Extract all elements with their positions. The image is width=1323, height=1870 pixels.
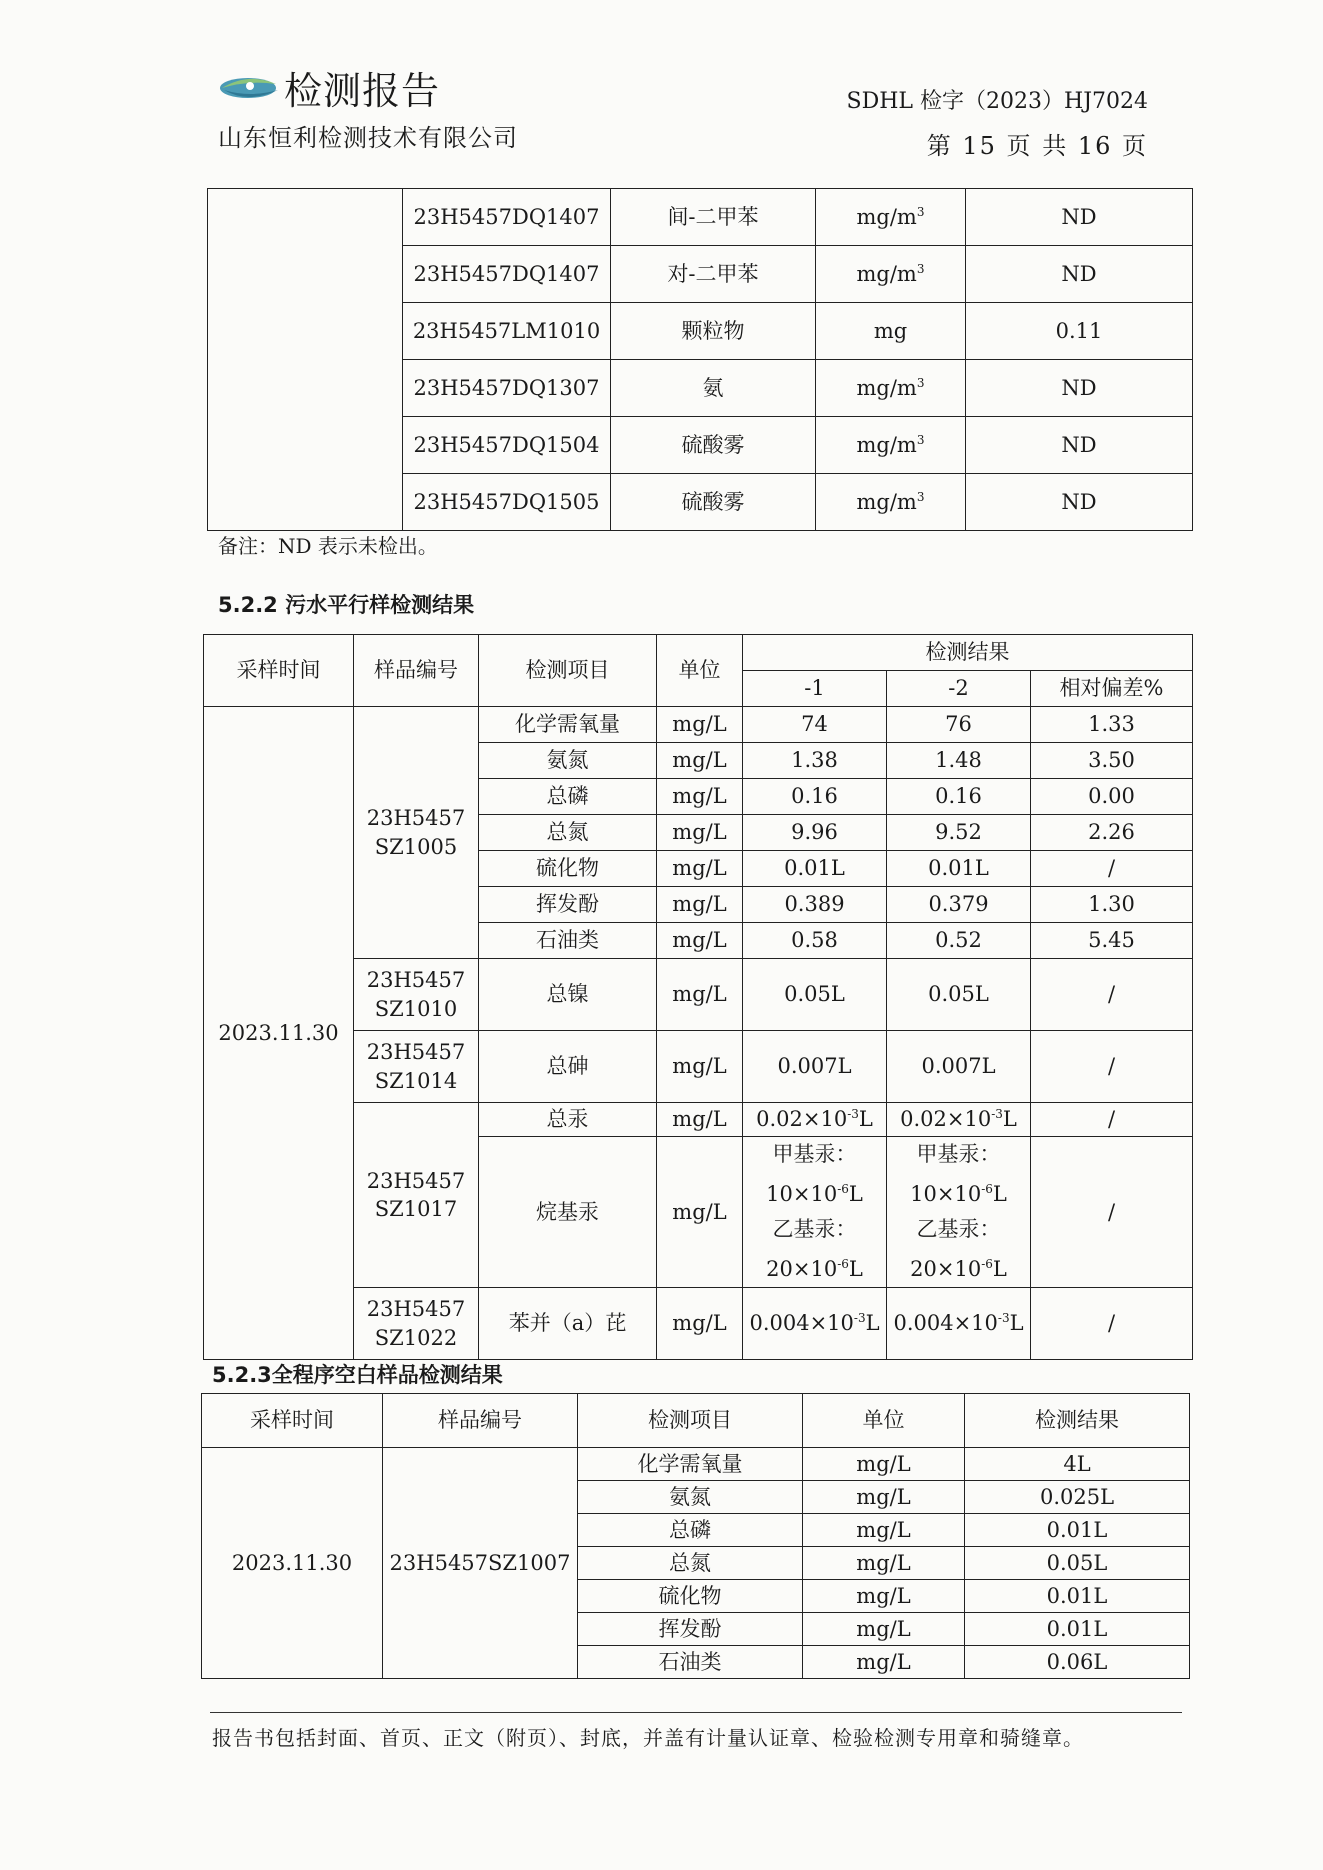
company-name: 山东恒利检测技术有限公司 [218,124,518,152]
test-item-cell: 石油类 [479,923,657,959]
unit-cell: $mg/m^3$ [816,474,966,531]
header-r2: -2 [887,671,1031,707]
unit-cell: mg/L [657,707,743,743]
result1-cell: 1.38 [743,743,887,779]
header-row [202,1394,1190,1448]
deviation-cell: / [1031,1288,1193,1360]
unit-cell: mg/L [657,743,743,779]
unit-cell: mg/L [657,1288,743,1360]
report-number: SDHL 检字（2023）HJ7024 [846,89,1148,114]
deviation-cell: / [1031,1137,1193,1288]
sample-id-cell: 23H5457DQ1505 [403,474,611,531]
test-item-cell: 石油类 [578,1646,803,1679]
result2-cell: 甲基汞： $10\times 10^{-6}L$ 乙基汞： $20\times 10^{-6}L$ [887,1137,1031,1288]
unit-cell: mg/L [657,815,743,851]
test-item-cell: 挥发酚 [578,1613,803,1646]
parallel-sample-results-table [203,634,1193,1360]
deviation-cell: / [1031,959,1193,1031]
test-item-cell: 总砷 [479,1031,657,1103]
unit-cell: mg/L [657,779,743,815]
deviation-cell: / [1031,1031,1193,1103]
result2-cell: 0.007L [887,1031,1031,1103]
test-item-cell: 苯并（a）芘 [479,1288,657,1360]
test-item-cell: 挥发酚 [479,887,657,923]
unit-cell: $mg/m^3$ [816,189,966,246]
unit-cell: mg/L [803,1448,965,1481]
header-sample: 样品编号 [354,635,479,707]
result2-cell: 9.52 [887,815,1031,851]
header-time: 采样时间 [202,1394,383,1448]
result1-cell: 0.58 [743,923,887,959]
sample-id-cell: 23H5457LM1010 [403,303,611,360]
unit-cell: mg/L [657,851,743,887]
unit-cell: mg/L [657,959,743,1031]
header-unit: 单位 [657,635,743,707]
result2-cell: 0.52 [887,923,1031,959]
page-info: 第 15 页 共 16 页 [926,132,1148,160]
result1-cell: $0.02\times 10^{-3}L$ [743,1103,887,1137]
deviation-cell: 3.50 [1031,743,1193,779]
sample-id-cell: 23H5457DQ1407 [403,189,611,246]
result-cell: 0.01L [965,1514,1190,1547]
deviation-cell: 1.30 [1031,887,1193,923]
sample-id-cell: 23H5457SZ1007 [383,1448,578,1679]
header-row [204,635,1193,671]
test-item-cell: 氨氮 [479,743,657,779]
result-cell: ND [966,417,1193,474]
unit-cell: mg/L [803,1547,965,1580]
merged-blank-cell [208,189,403,531]
test-item-cell: 硫酸雾 [611,474,816,531]
result-cell: ND [966,189,1193,246]
test-item-cell: 化学需氧量 [578,1448,803,1481]
test-item-cell: 硫化物 [479,851,657,887]
result-cell: 0.01L [965,1580,1190,1613]
header-time: 采样时间 [204,635,354,707]
unit-cell: $mg/m^3$ [816,360,966,417]
company-logo-icon [218,70,284,106]
result-cell: 0.05L [965,1547,1190,1580]
test-item-cell: 化学需氧量 [479,707,657,743]
result1-cell: 0.05L [743,959,887,1031]
unit-cell: mg/L [657,923,743,959]
test-item-cell: 总镍 [479,959,657,1031]
test-item-cell: 硫酸雾 [611,417,816,474]
unit-cell: mg/L [803,1514,965,1547]
deviation-cell: / [1031,851,1193,887]
test-item-cell: 氨 [611,360,816,417]
deviation-cell: / [1031,1103,1193,1137]
unit-cell: $mg/m^3$ [816,417,966,474]
result2-cell: $0.02\times 10^{-3}L$ [887,1103,1031,1137]
result-cell: ND [966,474,1193,531]
result1-cell: 9.96 [743,815,887,851]
result1-cell: 甲基汞： $10\times 10^{-6}L$ 乙基汞： $20\times 10^{-6}L$ [743,1137,887,1288]
unit-cell: mg/L [657,1137,743,1288]
unit-cell: mg/L [803,1613,965,1646]
result2-cell: 76 [887,707,1031,743]
test-item-cell: 总氮 [479,815,657,851]
test-item-cell: 对-二甲苯 [611,246,816,303]
result2-cell: 0.05L [887,959,1031,1031]
test-item-cell: 总氮 [578,1547,803,1580]
deviation-cell: 2.26 [1031,815,1193,851]
test-item-cell: 氨氮 [578,1481,803,1514]
header-unit: 单位 [803,1394,965,1448]
sample-id-cell: 23H5457 SZ1022 [354,1288,479,1360]
section-heading: 5.2.2 污水平行样检测结果 [218,593,475,617]
result-cell: ND [966,246,1193,303]
result2-cell: 0.16 [887,779,1031,815]
unit-cell: mg/L [657,1103,743,1137]
test-item-cell: 总磷 [578,1514,803,1547]
header-item: 检测项目 [479,635,657,707]
unit-cell: mg/L [803,1646,965,1679]
sample-id-cell: 23H5457 SZ1014 [354,1031,479,1103]
result-cell: 4L [965,1448,1190,1481]
result-cell: 0.025L [965,1481,1190,1514]
section-heading: 5.2.3全程序空白样品检测结果 [212,1363,503,1387]
deviation-cell: 0.00 [1031,779,1193,815]
unit-cell: mg/L [803,1580,965,1613]
test-item-cell: 总磷 [479,779,657,815]
result-cell: 0.11 [966,303,1193,360]
sample-id-cell: 23H5457DQ1307 [403,360,611,417]
sampling-date-cell: 2023.11.30 [202,1448,383,1679]
table-note: 备注：ND 表示未检出。 [218,534,438,558]
footer-text: 报告书包括封面、首页、正文（附页）、封底，并盖有计量认证章、检验检测专用章和骑缝章。 [212,1726,1084,1750]
sampling-date-cell: 2023.11.30 [204,707,354,1360]
page-header [218,60,1148,160]
deviation-cell: 1.33 [1031,707,1193,743]
deviation-cell: 5.45 [1031,923,1193,959]
table-row [208,189,1193,246]
table-row [202,1448,1190,1481]
result-cell: ND [966,360,1193,417]
test-item-cell: 烷基汞 [479,1137,657,1288]
result1-cell: $0.004\times 10^{-3}L$ [743,1288,887,1360]
test-item-cell: 间-二甲苯 [611,189,816,246]
unit-cell: mg [816,303,966,360]
sample-id-cell: 23H5457 SZ1010 [354,959,479,1031]
result-cell: 0.01L [965,1613,1190,1646]
exhaust-results-table [207,188,1193,531]
result1-cell: 0.007L [743,1031,887,1103]
result2-cell: 0.379 [887,887,1031,923]
header-rd: 相对偏差% [1031,671,1193,707]
result-cell: 0.06L [965,1646,1190,1679]
unit-cell: mg/L [657,887,743,923]
unit-cell: mg/L [657,1031,743,1103]
result1-cell: 0.01L [743,851,887,887]
header-result: 检测结果 [965,1394,1190,1448]
test-item-cell: 颗粒物 [611,303,816,360]
report-title: 检测报告 [284,69,441,113]
blank-sample-results-table [201,1393,1190,1679]
header-sample: 样品编号 [383,1394,578,1448]
result2-cell: 0.01L [887,851,1031,887]
header-result: 检测结果 [743,635,1193,671]
header-r1: -1 [743,671,887,707]
sample-id-cell: 23H5457DQ1504 [403,417,611,474]
sample-id-cell: 23H5457 SZ1005 [354,707,479,959]
test-item-cell: 总汞 [479,1103,657,1137]
result1-cell: 0.16 [743,779,887,815]
footer-divider [210,1712,1182,1713]
sample-id-cell: 23H5457DQ1407 [403,246,611,303]
unit-cell: mg/L [803,1481,965,1514]
result1-cell: 0.389 [743,887,887,923]
result1-cell: 74 [743,707,887,743]
result2-cell: $0.004\times 10^{-3}L$ [887,1288,1031,1360]
table-row [204,707,1193,743]
sample-id-cell: 23H5457 SZ1017 [354,1103,479,1288]
result2-cell: 1.48 [887,743,1031,779]
test-item-cell: 硫化物 [578,1580,803,1613]
unit-cell: $mg/m^3$ [816,246,966,303]
header-item: 检测项目 [578,1394,803,1448]
